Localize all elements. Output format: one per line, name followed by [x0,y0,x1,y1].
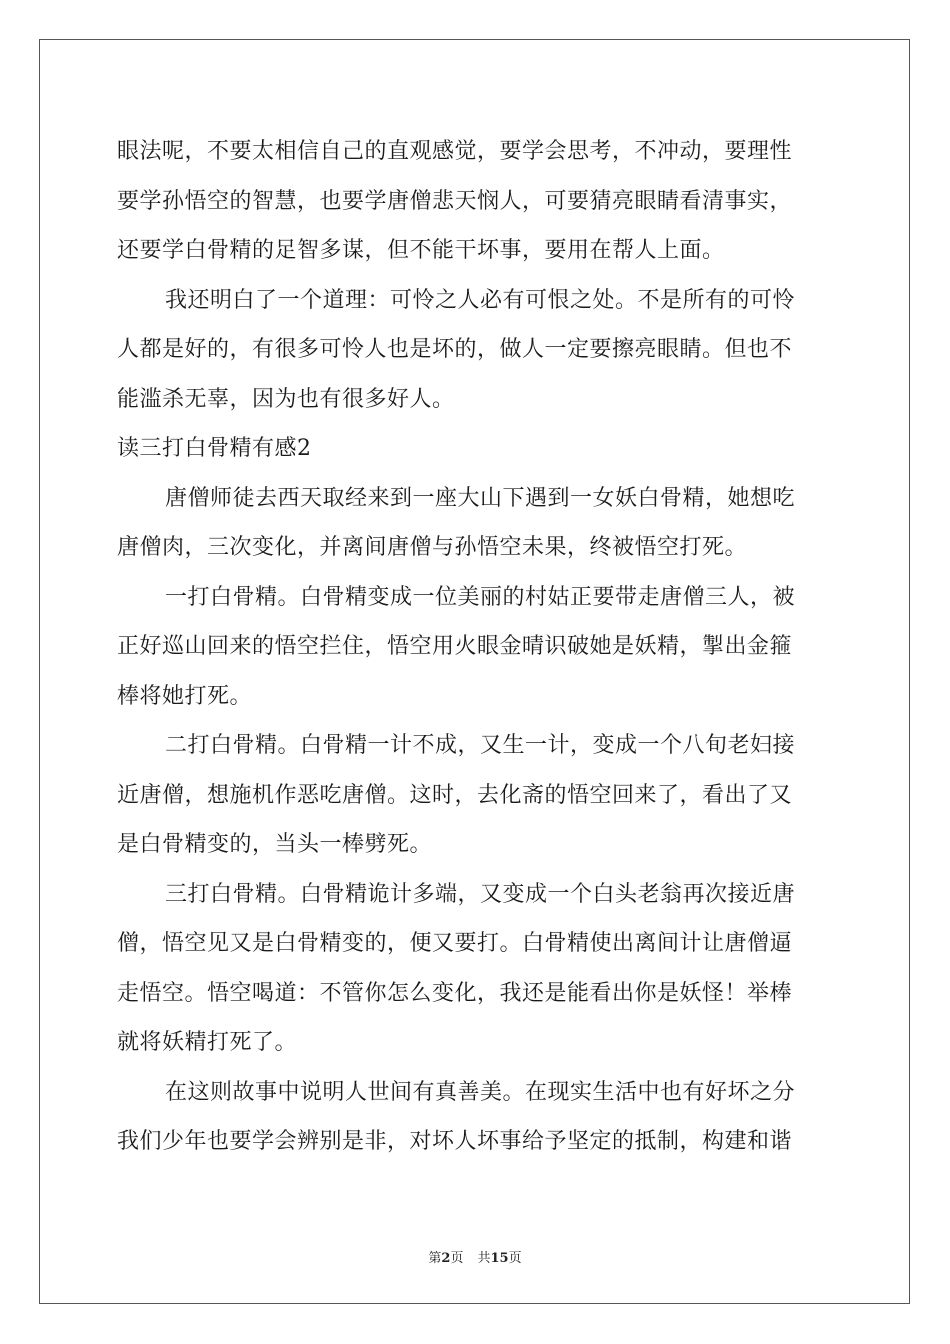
text-line: 唐僧师徒去西天取经来到一座大山下遇到一女妖白骨精，她想吃 [165,485,796,511]
text-line: 要学孙悟空的智慧，也要学唐僧悲天悯人，可要猜亮眼睛看清事实， [117,188,793,214]
text-line: 正好巡山回来的悟空拦住，悟空用火眼金晴识破她是妖精，掣出金箍 [117,634,793,659]
text-line: 读三打白骨精有感2 [117,436,312,461]
text-line: 二打白骨精。白骨精一计不成，又生一计，变成一个八旬老妇接 [165,733,796,758]
text-line: 三打白骨精。白骨精诡计多端，又变成一个白头老翁再次接近唐 [165,881,796,907]
text-line: 还要学白骨精的足智多谋，但不能干坏事，要用在帮人上面。 [117,238,725,263]
page-suffix: 页 [450,1251,464,1266]
text-line: 就将妖精打死了。 [117,1030,298,1055]
page-number: 2 [441,1251,451,1266]
total-suffix: 页 [508,1251,522,1266]
page-footer [0,1247,950,1266]
text-line: 棒将她打死。 [117,683,253,709]
text-line: 在这则故事中说明人世间有真善美。在现实生活中也有好坏之分 [165,1079,796,1105]
text-line: 是白骨精变的，当头一棒劈死。 [117,832,433,857]
text-line: 眼法呢，不要太相信自己的直观感觉，要学会思考，不冲动，要理性 [117,139,793,164]
total-prefix: 共 [477,1251,491,1266]
text-line: 我还明白了一个道理：可怜之人必有可恨之处。不是所有的可怜 [165,287,796,313]
text-line: 走悟空。悟空喝道：不管你怎么变化，我还是能看出你是妖怪！举棒 [117,980,793,1006]
document-body [117,127,833,1167]
text-line: 唐僧肉，三次变化，并离间唐僧与孙悟空未果，终被悟空打死。 [117,535,748,560]
text-line: 人都是好的，有很多可怜人也是坏的，做人一定要擦亮眼睛。但也不 [117,337,793,362]
text-line: 一打白骨精。白骨精变成一位美丽的村姑正要带走唐僧三人，被 [165,584,796,610]
text-line: 能滥杀无辜，因为也有很多好人。 [117,386,455,412]
page-prefix: 第 [428,1251,442,1266]
text-line: 近唐僧，想施机作恶吃唐僧。这时，去化斋的悟空回来了，看出了又 [117,782,793,808]
text-line: 僧，悟空见又是白骨精变的，便又要打。白骨精使出离间计让唐僧逼 [117,931,793,956]
text-line: 我们少年也要学会辨别是非，对坏人坏事给予坚定的抵制，构建和谐 [117,1129,793,1154]
total-pages: 15 [490,1251,509,1266]
